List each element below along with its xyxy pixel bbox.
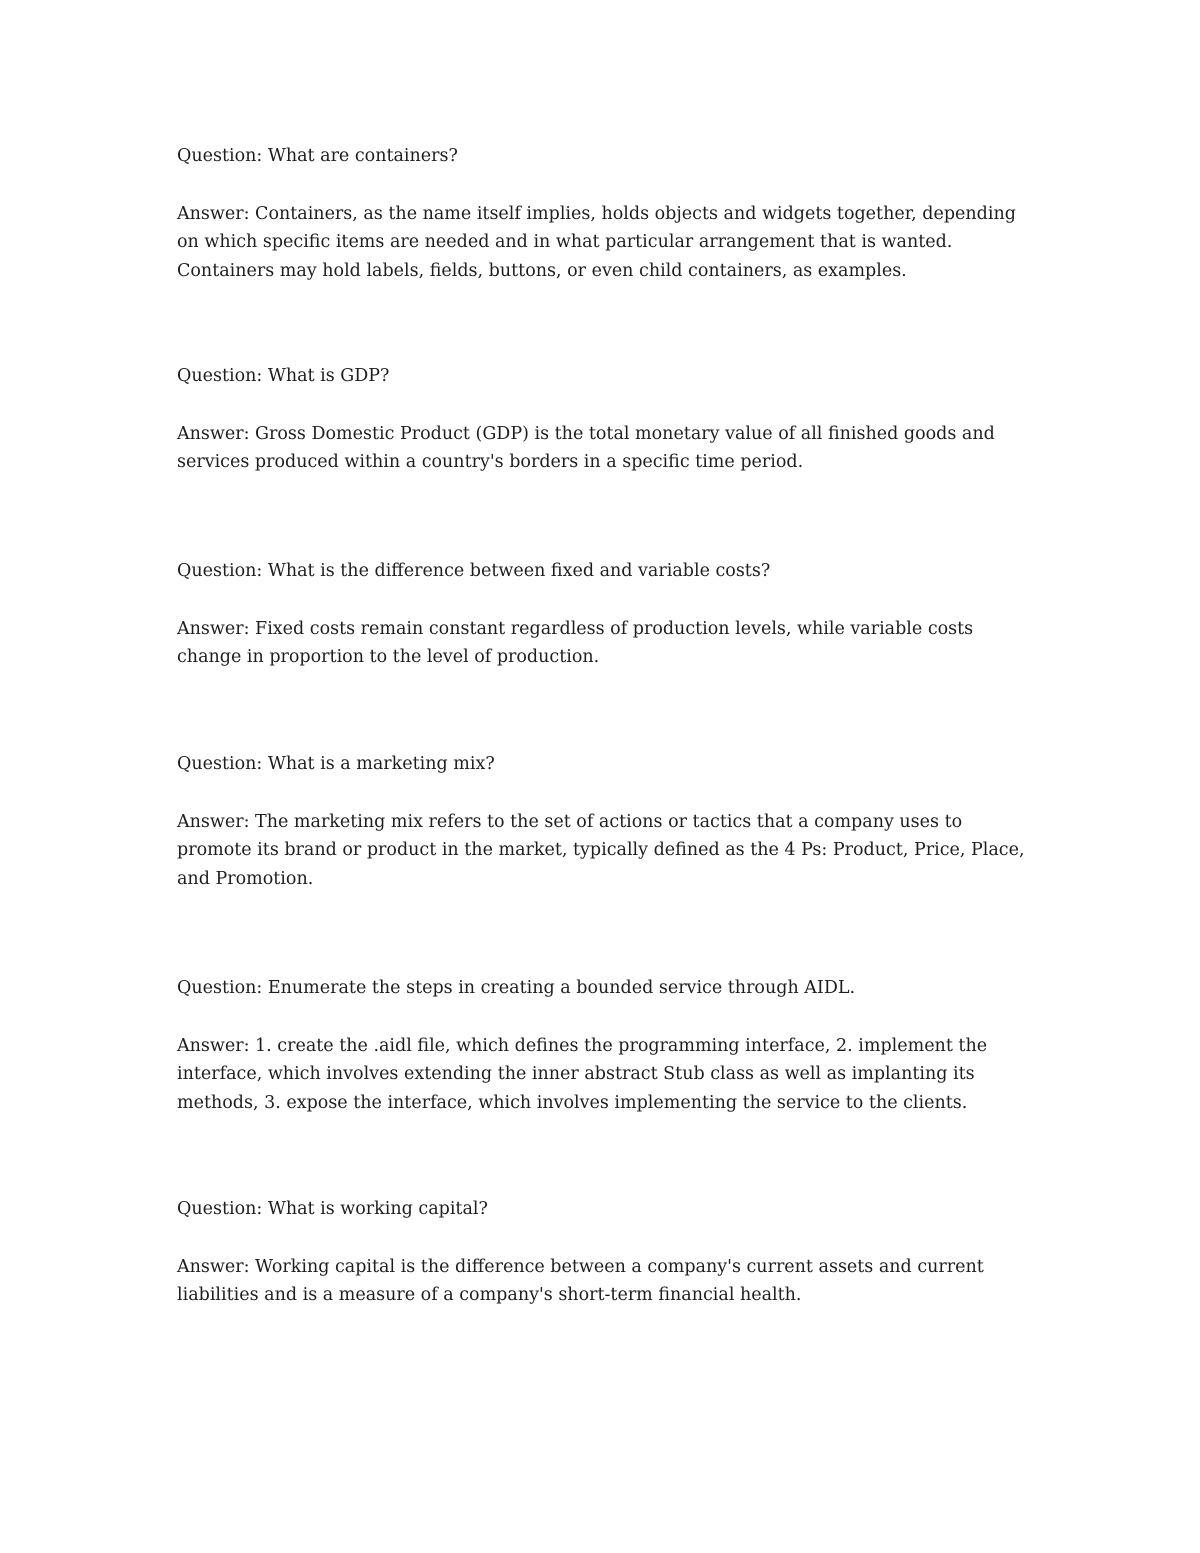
answer-text: Answer: 1. create the .aidl file, which defines the programming interface, 2. implement the interface, which involves extending the inner abstract Stub class as well as implanting its methods, 3. expose the interface, which involves implementing the service to the clients. xyxy=(177,1035,988,1113)
qa-block xyxy=(177,142,1037,285)
answer-text: Answer: Fixed costs remain constant regardless of production levels, while variable costs change in proportion to the level of production. xyxy=(177,618,974,667)
question-text: Question: Enumerate the steps in creating a bounded service through AIDL. xyxy=(177,978,856,998)
question-text: Question: What is working capital? xyxy=(177,1199,488,1219)
answer-text: Answer: The marketing mix refers to the set of actions or tactics that a company uses to promote its brand or product in the market, typically defined as the 4 Ps: Product, Price, Place, and Promotion. xyxy=(177,811,1025,889)
question-text: Question: What is GDP? xyxy=(177,366,390,386)
qa-block xyxy=(177,1195,1037,1310)
qa-block xyxy=(177,557,1037,672)
question-text: Question: What are containers? xyxy=(177,146,458,166)
question-text: Question: What is the difference between fixed and variable costs? xyxy=(177,561,771,581)
qa-block xyxy=(177,750,1037,893)
answer-text: Answer: Gross Domestic Product (GDP) is the total monetary value of all finished goods and services produced within a country's borders in a specific time period. xyxy=(177,423,995,472)
qa-block xyxy=(177,362,1037,477)
qa-block xyxy=(177,974,1037,1117)
question-text: Question: What is a marketing mix? xyxy=(177,754,495,774)
answer-text: Answer: Working capital is the difference between a company's current assets and current liabilities and is a measure of a company's short-term financial health. xyxy=(177,1256,984,1305)
answer-text: Answer: Containers, as the name itself implies, holds objects and widgets together, depending on which specific items are needed and in what particular arrangement that is wanted. Containers may hold labels, fields, buttons, or even child containers, as examples. xyxy=(177,203,1016,281)
